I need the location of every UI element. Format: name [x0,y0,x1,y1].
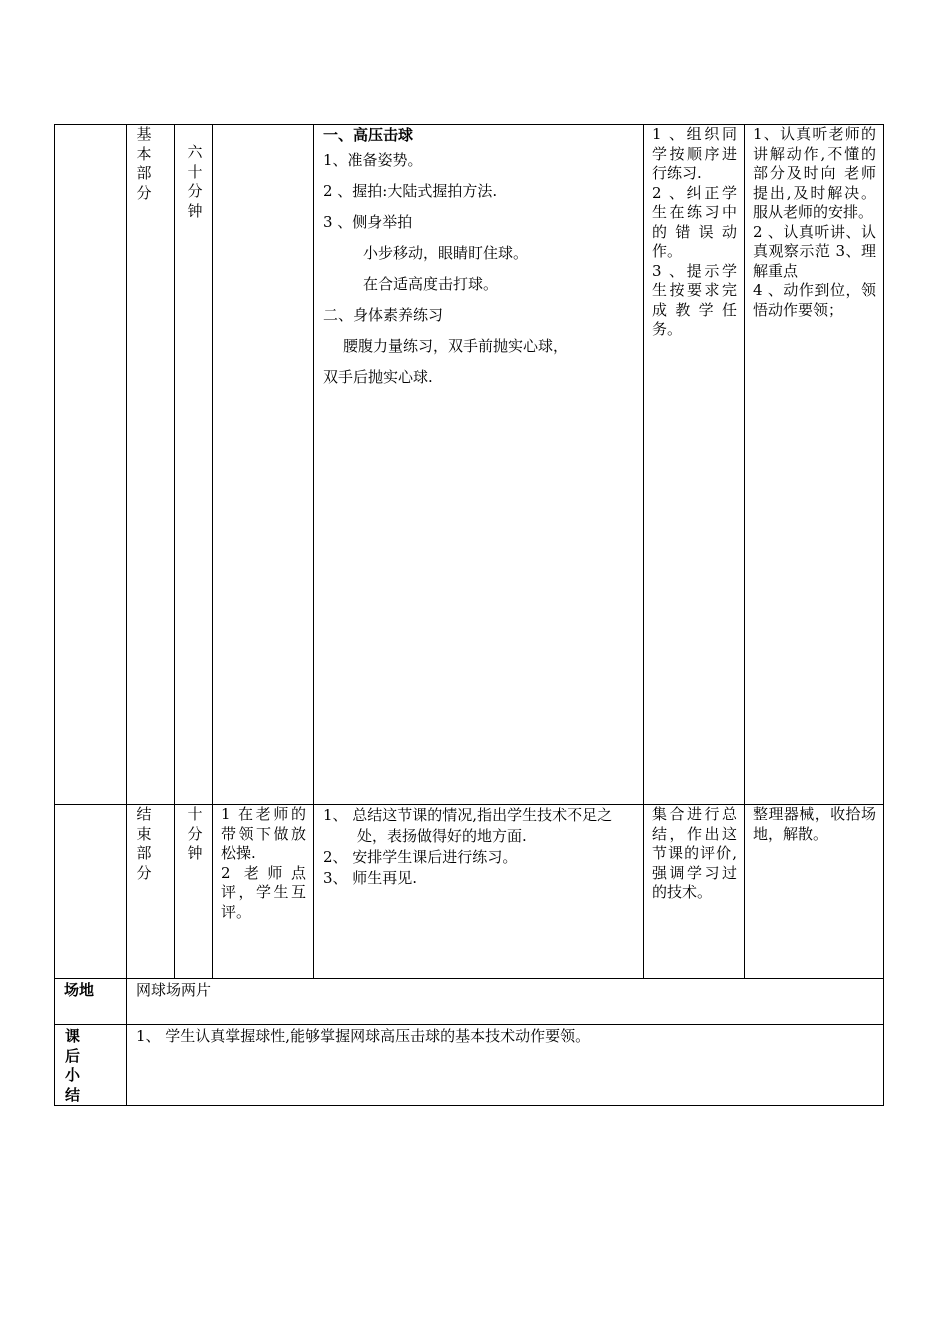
basic-part-row [55,125,884,805]
venue-label: 场地 [55,979,127,1025]
content-cell [314,125,644,805]
content-line: 1、准备姿势。 [323,151,423,169]
content-cell [314,805,644,979]
time-label: 十分钟 [187,805,203,862]
student-item: 整理器械，收拾场地，解散。 [753,805,876,843]
organize-cell [213,125,314,805]
content-line: 2 、握拍:大陆式握拍方法. [323,182,498,200]
time-cell [175,805,213,979]
student-item: 4 、动作到位，领悟动作要领； [753,281,876,319]
teacher-cell [644,125,745,805]
content-line: 腰腹力量练习，双手前抛实心球， [343,337,569,355]
student-cell [745,805,884,979]
summary-label-cell [55,1025,127,1106]
content-line: 在合适高度击打球。 [363,275,499,293]
content-title: 一、高压击球 [323,126,414,144]
organize-cell [213,805,314,979]
content-line: 双手后抛实心球. [323,368,433,386]
content-line: 3、 师生再见. [323,869,418,887]
section-cell [127,125,175,805]
time-cell [175,125,213,805]
student-item: 1、认真听老师的讲解动作,不懂的部分及时向 老师提出,及时解决。服从老师的安排。 [753,125,876,221]
lesson-plan-table [54,124,884,1106]
time-label: 六十分钟 [187,143,203,220]
teacher-item: 3 、提示学生按要求完成教学任务。 [652,261,737,338]
content-line: 3 、侧身举拍 [323,213,413,231]
blank-cell [55,805,127,979]
summary-label: 课后小结 [65,1027,81,1104]
section-cell [127,805,175,979]
ending-part-row [55,805,884,979]
venue-row [55,979,884,1025]
student-item: 2 、认真听讲、认真观察示范 3、理解重点 [753,222,876,280]
section-label: 结束部分 [136,805,152,882]
section-label: 基本部分 [136,125,152,202]
content-line: 小步移动，眼睛盯住球。 [363,244,529,262]
content-line: 二、身体素养练习 [323,306,444,324]
content-line: 2、 安排学生课后进行练习。 [323,848,518,866]
teacher-item: 集合进行总结，作出这节课的评价,强调学习过的技术。 [652,805,737,901]
summary-value: 1、 学生认真掌握球性,能够掌握网球高压击球的基本技术动作要领。 [127,1025,884,1106]
teacher-item: 2 、纠正学生在练习中的错误动作。 [652,183,737,260]
blank-cell [55,125,127,805]
organize-item: 2 老师点评，学生互评。 [221,863,306,921]
student-cell [745,125,884,805]
teacher-item: 1 、组织同学按顺序进行练习. [652,125,737,182]
venue-value: 网球场两片 [127,979,884,1025]
teacher-cell [644,805,745,979]
content-line: 1、 总结这节课的情况,指出学生技术不足之处，表扬做得好的地方面. [323,806,613,845]
organize-item: 1 在老师的带领下做放松操. [221,805,306,862]
summary-row [55,1025,884,1106]
